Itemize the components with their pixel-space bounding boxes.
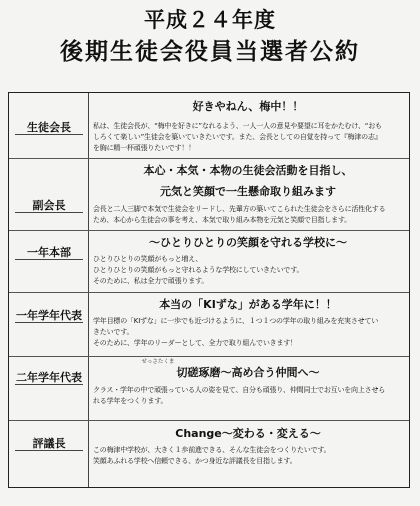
role-underline (15, 212, 83, 213)
document-title: 平成２４年度 (144, 8, 276, 32)
role-underline (15, 134, 83, 135)
role-underline (15, 322, 83, 323)
pledge-heading: Change～変わる・変える～ (175, 427, 321, 440)
body-line: 会長と二人三脚で本気で生徒会をリードし、先輩方の築いてこられた生徒会をさらに活性化する (93, 205, 386, 213)
table-row (9, 159, 409, 231)
role-cell (9, 159, 89, 230)
pledge-body (93, 254, 403, 287)
pledge-cell (93, 231, 403, 292)
role-label: 評議長 (32, 437, 66, 450)
pledge-body (93, 121, 403, 154)
table-row (9, 421, 409, 487)
pledge-cell (93, 159, 403, 230)
pledge-heading: ～ひとりひとりの笑顔を守れる学校に～ (149, 236, 347, 249)
body-line: 私は、生徒会長が、“梅中を好きに”なれるよう、一人一人の意見や要望に耳をかたむけ、“おも (93, 122, 382, 130)
body-line: クラス・学年の中で頑張っている人の姿を見て、自分も頑張り、仲間同士でお互いを向上させら (93, 386, 386, 394)
document-subtitle: 後期生徒会役員当選者公約 (60, 39, 360, 65)
pledge-cell (93, 357, 403, 420)
role-label: 二年学年代表 (16, 371, 82, 384)
body-line: この梅津中学校が、大きく１歩前進できる、そんな生徒会をつくりたいです。 (93, 446, 331, 454)
role-label: 副会長 (32, 199, 66, 212)
body-line: ため、本心から生徒会の事を考え、本気で取り組み本物を元気と笑顔で目指します。 (93, 216, 351, 224)
pledge-heading: 好きやねん、梅中！！ (192, 100, 304, 113)
body-line: 学年目標の「KIずな」に一歩でも近づけるように、１つ１つの学年の取り組みを充実させてい (93, 317, 379, 325)
body-line: そのために、学年のリーダーとして、全力で取り組んでいきます！ (93, 339, 297, 347)
table-row (9, 357, 409, 421)
role-underline (15, 450, 83, 451)
pledge-heading: 切磋琢磨～高め合う仲間へ～ (176, 366, 320, 379)
pledge-body (93, 316, 403, 349)
pledge-heading: 本心・本気・本物の生徒会活動を目指し、 (143, 164, 353, 177)
pledge-body (93, 204, 403, 226)
role-label: 一年本部 (27, 246, 71, 259)
role-cell (9, 357, 89, 420)
role-label: 生徒会長 (27, 121, 71, 134)
pledge-body (93, 445, 403, 467)
body-line: ひとりひとりの笑顔がもっと増え、 (93, 255, 203, 263)
role-cell (9, 293, 89, 356)
pledge-body (93, 385, 403, 407)
pledge-table (8, 92, 410, 488)
role-underline (15, 259, 83, 260)
role-cell (9, 93, 89, 158)
table-row (9, 231, 409, 293)
pledge-heading: 元気と笑顔で一生懸命取り組みます (160, 185, 336, 198)
heading-reading: せっさたくま (141, 359, 175, 365)
table-row (9, 93, 409, 159)
role-cell (9, 231, 89, 292)
table-row (9, 293, 409, 357)
body-line: を胸に精一杯頑張りたいです！！ (93, 144, 195, 152)
role-label: 一年学年代表 (16, 309, 82, 322)
body-line: ひとりひとりの笑顔がもっと守れるような学校にしていきたいです。 (93, 266, 304, 274)
role-underline (15, 384, 83, 385)
body-line: そのために、私は全力で頑張ります。 (93, 277, 209, 285)
pledge-heading: 本当の「KIずな」がある学年に！！ (159, 298, 337, 311)
body-line: れる学年をつくります。 (93, 397, 168, 405)
body-line: しろくて楽しい”生徒会を築いていきたいです。また、会長としての自覚を持って『梅津の志』 (93, 133, 382, 141)
body-line: 笑顔あふれる学校へ信頼できる、かつ身近な評議長を目指します。 (93, 457, 297, 465)
pledge-cell (93, 93, 403, 158)
pledge-cell (93, 421, 403, 487)
body-line: きたいです。 (93, 328, 134, 336)
pledge-cell (93, 293, 403, 356)
role-cell (9, 421, 89, 487)
